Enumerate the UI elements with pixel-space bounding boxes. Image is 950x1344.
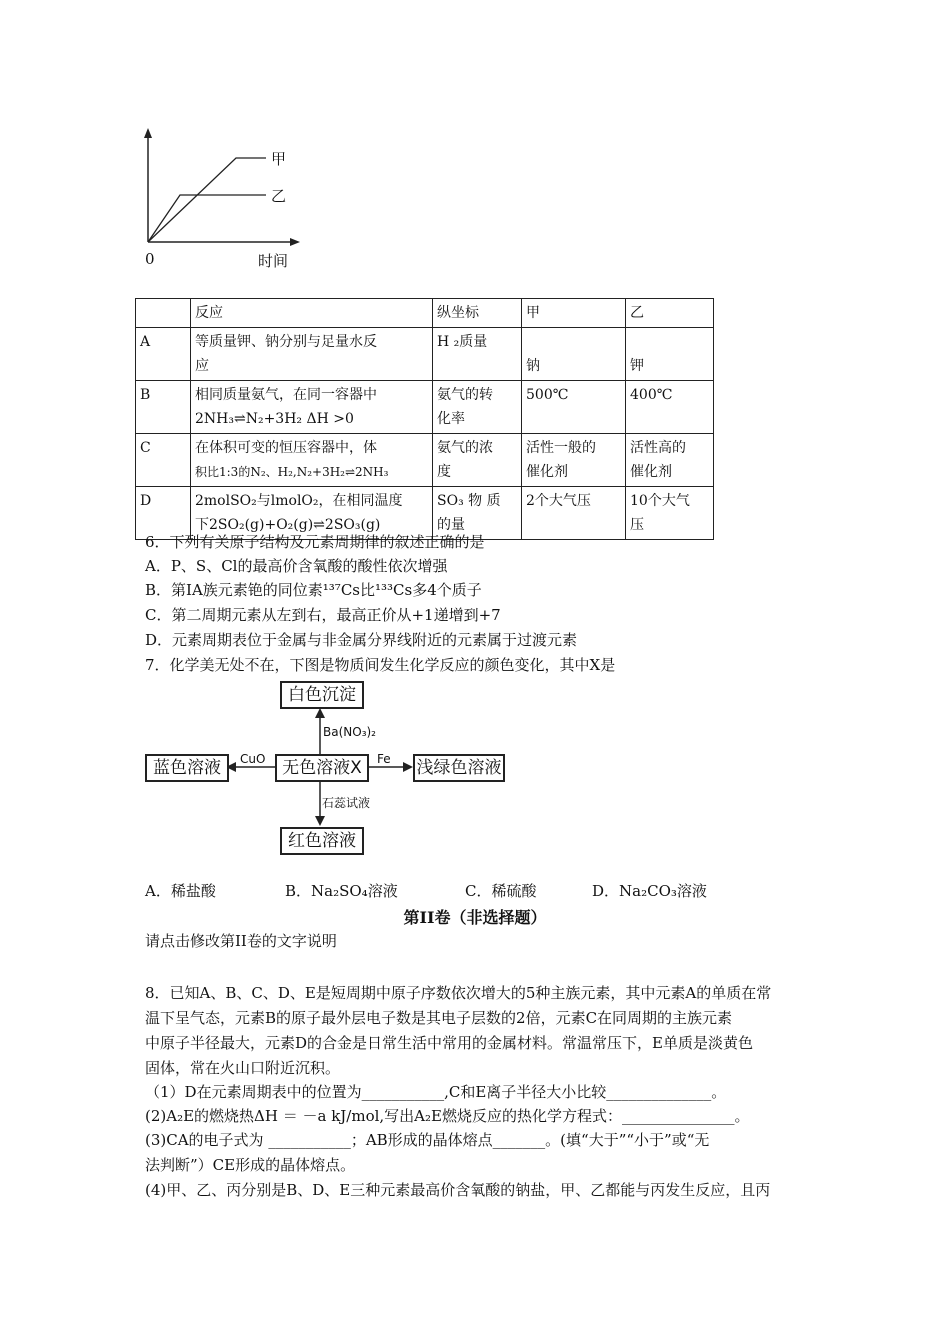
q8-sub-3b: 法判断”）CE形成的晶体熔点。 <box>145 1156 356 1174</box>
cuo-label: CuO <box>240 752 266 766</box>
series-yi-label: 乙 <box>271 187 287 205</box>
row-jia: 2个大气压 <box>522 487 626 540</box>
series-jia-label: 甲 <box>271 150 287 168</box>
table-header-cell <box>136 299 191 328</box>
q6-stem: 6．下列有关原子结构及元素周期律的叙述正确的是 <box>145 533 485 551</box>
blue-solution-box: 蓝色溶液 <box>145 754 229 782</box>
q6-option-b: B．第ⅠA族元素铯的同位素¹³⁷Cs比¹³³Cs多4个质子 <box>145 581 482 599</box>
part2-title: 第II卷（非选择题） <box>403 908 547 927</box>
q8-line-2: 温下呈气态，元素B的原子最外层电子数是其电子层数的2倍，元素C在同周期的主族元素 <box>145 1009 733 1027</box>
series-jia-line <box>148 158 266 242</box>
red-solution-box: 红色溶液 <box>280 827 364 855</box>
x-axis-label: 时间 <box>258 252 289 270</box>
q8-line-4: 固体，常在火山口附近沉积。 <box>145 1059 341 1077</box>
q6-option-a: A．P、S、Cl的最高价含氧酸的酸性依次增强 <box>145 557 448 575</box>
table-header-cell: 乙 <box>626 299 714 328</box>
table-row <box>136 434 714 487</box>
row-reaction: 等质量钾、钠分别与足量水反 应 <box>191 328 433 381</box>
q7-option-d: D．Na₂CO₃溶液 <box>592 882 707 900</box>
table-header-cell: 纵坐标 <box>433 299 522 328</box>
x-axis-arrow <box>290 238 300 246</box>
y-axis-arrow <box>144 128 152 138</box>
row-ycoord: 氨气的转 化率 <box>433 381 522 434</box>
series-yi-line <box>148 195 266 242</box>
q7-option-c: C．稀硫酸 <box>465 882 537 900</box>
q8-sub-4: (4)甲、乙、丙分别是B、D、E三种元素最高价含氧酸的钠盐，甲、乙都能与丙发生反应，且丙 <box>145 1181 771 1199</box>
row-jia: 活性一般的 催化剂 <box>522 434 626 487</box>
q8-sub-1: （1）D在元素周期表中的位置为___________,C和E离子半径大小比较______________。 <box>145 1083 727 1101</box>
q7-option-b: B．Na₂SO₄溶液 <box>285 882 398 900</box>
row-yi: 10个大气 压 <box>626 487 714 540</box>
table-row <box>136 381 714 434</box>
q8-line-3: 中原子半径最大，元素D的合金是日常生活中常用的金属材料。常温常压下，E单质是淡黄色 <box>145 1034 753 1052</box>
q8-sub-2: (2)A₂E的燃烧热ΔH ＝ －a kJ/mol,写出A₂E燃烧反应的热化学方程式：_______________。 <box>145 1107 750 1125</box>
table-header-cell: 甲 <box>522 299 626 328</box>
row-ycoord: H ₂质量 <box>433 328 522 381</box>
q8-sub-3a: (3)CA的电子式为 ___________；AB形成的晶体熔点_______。(填“大于”“小于”或“无 <box>145 1131 710 1149</box>
table-row <box>136 328 714 381</box>
white-precipitate-box: 白色沉淀 <box>280 681 364 709</box>
reaction-table <box>135 298 714 540</box>
row-yi: 400℃ <box>626 381 714 434</box>
q7-option-a: A．稀盐酸 <box>145 882 216 900</box>
row-jia: 钠 <box>522 328 626 381</box>
row-id: C <box>136 434 191 487</box>
light-green-solution-box: 浅绿色溶液 <box>413 754 505 782</box>
row-yi: 活性高的 催化剂 <box>626 434 714 487</box>
row-ycoord: 氨气的浓 度 <box>433 434 522 487</box>
fe-label: Fe <box>377 752 391 766</box>
row-id: B <box>136 381 191 434</box>
q8-line-1: 8．已知A、B、C、D、E是短周期中原子序数依次增大的5种主族元素，其中元素A的单质在常 <box>145 984 772 1002</box>
row-ycoord: SO₃ 物 质 的量 <box>433 487 522 540</box>
q7-stem: 7．化学美无处不在，下图是物质间发生化学反应的颜色变化，其中X是 <box>145 656 616 674</box>
ba-no3-label: Ba(NO₃)₂ <box>323 725 376 739</box>
table-header-cell: 反应 <box>191 299 433 328</box>
row-yi: 钾 <box>626 328 714 381</box>
origin-label: 0 <box>145 250 155 268</box>
row-id: A <box>136 328 191 381</box>
row-jia: 500℃ <box>522 381 626 434</box>
colorless-solution-x-box: 无色溶液X <box>275 754 369 782</box>
row-reaction: 在体积可变的恒压容器中，体 积比1:3的N₂、H₂,N₂+3H₂⇌2NH₃ <box>191 434 433 487</box>
q6-option-c: C．第二周期元素从左到右，最高正价从+1递增到+7 <box>145 606 501 624</box>
row-reaction: 相同质量氨气，在同一容器中 2NH₃⇌N₂+3H₂ ΔH >0 <box>191 381 433 434</box>
q6-option-d: D．元素周期表位于金属与非金属分界线附近的元素属于过渡元素 <box>145 631 578 649</box>
row-id: D <box>136 487 191 540</box>
litmus-label: 石蕊试液 <box>322 796 371 810</box>
part2-note[interactable]: 请点击修改第II卷的文字说明 <box>145 932 337 950</box>
row-reaction: 2molSO₂与lmolO₂，在相同温度 下2SO₂(g)+O₂(g)⇌2SO₃(g) <box>191 487 433 540</box>
